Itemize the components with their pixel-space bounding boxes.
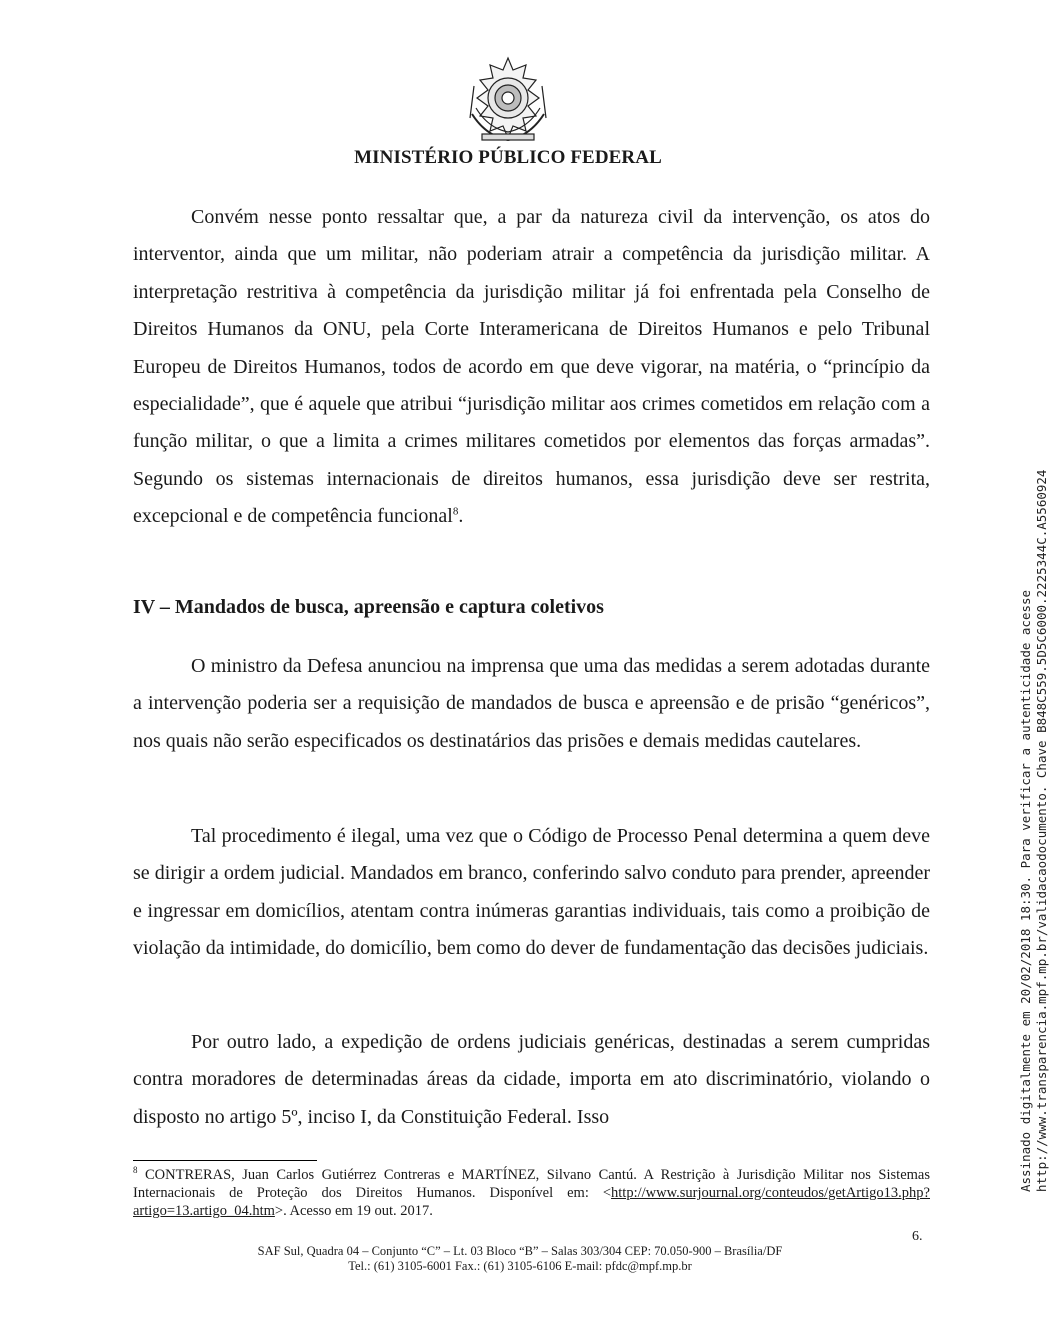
page-footer	[0, 1244, 1040, 1274]
signature-line-1: Assinado digitalmente em 20/02/2018 18:30. Para verificar a autenticidade acesse	[1018, 589, 1033, 1192]
paragraph-1-text: Convém nesse ponto ressaltar que, a par da natureza civil da intervenção, os atos do interventor, ainda que um militar, não poderiam atrair a competência da jurisdição militar. A interpretação restritiva à competência da jurisdição militar já foi enfrentada pela Conselho de Direitos Humanos da ONU, pela Corte Interamericana de Direitos Humanos e pelo Tribunal Europeu de Direitos Humanos, todos de acordo em que deve vigorar, na matéria, o “princípio da especialidade”, que é aquele que atribui “jurisdição militar aos crimes cometidos em relação com a função militar, o que a limita a crimes militares cometidos por elementos das forças armadas”. Segundo os sistemas internacionais de direitos humanos, essa jurisdição deve ser restrita, excepcional e de competência funcional	[133, 206, 930, 528]
footer-address: SAF Sul, Quadra 04 – Conjunto “C” – Lt. 03 Bloco “B” – Salas 303/304 CEP: 70.050-900 – Brasília/DF	[257, 1244, 783, 1258]
paragraph-2	[133, 648, 930, 760]
paragraph-1	[133, 199, 930, 536]
signature-line-2: http://www.transparencia.mpf.mp.br/validacaodocumento. Chave B848C559.5D5C6000.2225344C.A5560924	[1034, 469, 1049, 1192]
footnote-number: 8	[133, 1165, 138, 1176]
section-heading: IV – Mandados de busca, apreensão e captura coletivos	[133, 596, 604, 618]
paragraph-3	[133, 818, 930, 968]
paragraph-2-text: O ministro da Defesa anunciou na imprensa que uma das medidas a serem adotadas durante a intervenção poderia ser a requisição de mandados de busca e apreensão e de prisão “genéricos”, nos quais não serão especificados os destinatários das prisões e demais medidas cautelares.	[133, 655, 930, 752]
footnote-8	[133, 1166, 930, 1220]
footnote-divider	[133, 1160, 317, 1161]
paragraph-4-text: Por outro lado, a expedição de ordens judiciais genéricas, destinadas a serem cumpridas contra moradores de determinadas áreas da cidade, importa em ato discriminatório, violando o disposto no artigo 5º, inciso I, da Constituição Federal. Isso	[133, 1031, 930, 1128]
footnote-ref-8[interactable]: 8	[452, 505, 459, 518]
organization-title: MINISTÉRIO PÚBLICO FEDERAL	[354, 147, 662, 168]
footnote-link[interactable]: http://www.surjournal.org/conteudos/getArtigo13.php?artigo=13.artigo_04.htm	[133, 1185, 930, 1219]
footer-contact: Tel.: (61) 3105-6001 Fax.: (61) 3105-6106 E-mail: pfdc@mpf.mp.br	[348, 1259, 692, 1273]
paragraph-1-end: .	[458, 505, 464, 528]
paragraph-4	[133, 1024, 930, 1136]
page-number: 6.	[912, 1229, 923, 1244]
coat-of-arms-emblem	[466, 56, 550, 142]
digital-signature-stamp	[1018, 470, 1050, 1192]
footnote-text: CONTRERAS, Juan Carlos Gutiérrez Contreras e MARTÍNEZ, Silvano Cantú. A Restrição à Jurisdição Militar nos Sistemas Internacionais de Proteção dos Direitos Humanos. Disponível em: <	[133, 1167, 930, 1201]
footnote-after: >. Acesso em 19 out. 2017.	[274, 1203, 433, 1219]
paragraph-3-text: Tal procedimento é ilegal, uma vez que o Código de Processo Penal determina a quem deve se dirigir a ordem judicial. Mandados em branco, conferindo salvo conduto para prender, apreender e ingressar em domicílios, atentam contra inúmeras garantias individuais, tais como a proibição de violação da intimidade, do domicílio, bem como do dever de fundamentação das decisões judiciais.	[133, 825, 930, 960]
